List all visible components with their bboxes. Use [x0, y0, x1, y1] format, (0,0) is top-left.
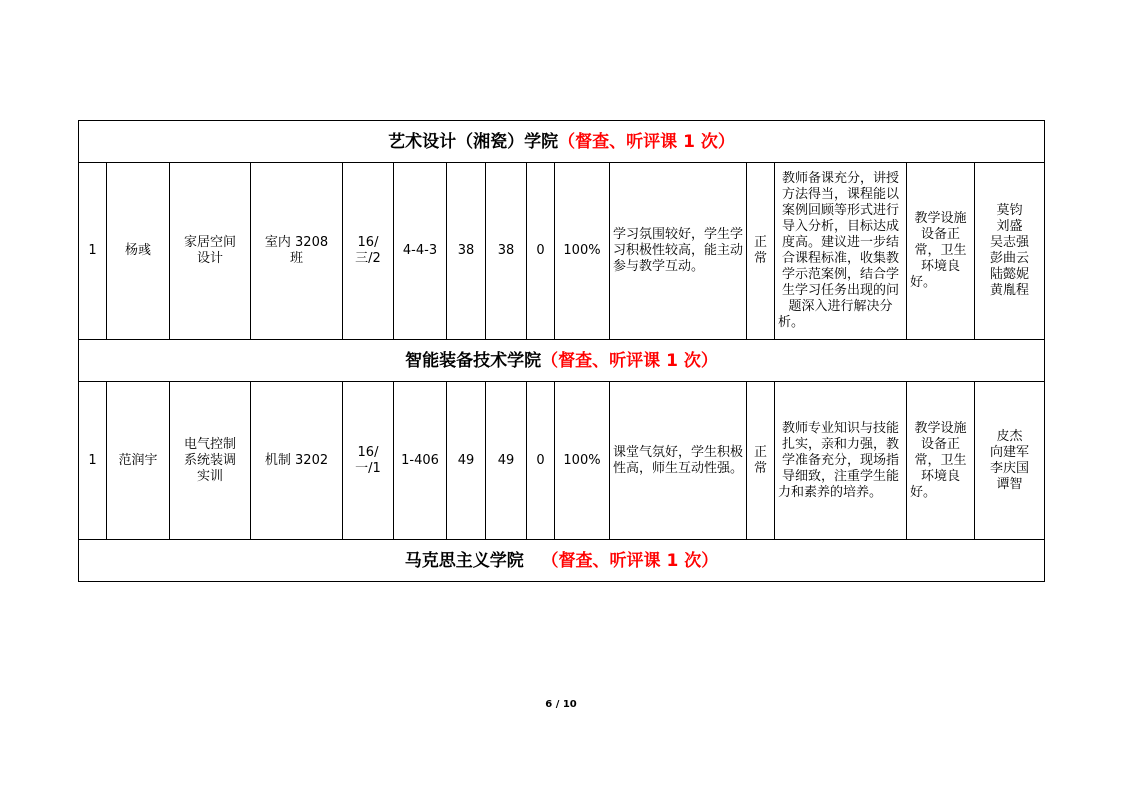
section-note: （督查、听评课 1 次） — [558, 131, 735, 152]
classroom: 4-4-3 — [394, 163, 447, 340]
college-name: 马克思主义学院 — [404, 550, 524, 571]
teaching-evaluation: 教师专业知识与技能扎实，亲和力强，教学准备充分，现场指导细致，注重学生能力和素养的培养。 — [775, 382, 907, 540]
attendance-rate: 100% — [555, 382, 610, 540]
class-name — [251, 163, 343, 340]
present-count: 49 — [486, 382, 527, 540]
section-header-row — [79, 540, 1045, 582]
inspectors-list: 莫钧 刘盛 吴志强 彭曲云 陆懿妮 黄胤程 — [989, 203, 1029, 298]
absent-count: 0 — [527, 163, 555, 340]
student-evaluation: 学习氛围较好，学生学习积极性较高，能主动参与教学互动。 — [610, 163, 747, 340]
week-slot-text: 16/三/2 — [355, 235, 381, 266]
present-count: 38 — [486, 163, 527, 340]
classroom: 1-406 — [394, 382, 447, 540]
week-slot-text: 16/一/1 — [355, 444, 381, 476]
page-number: 6 / 10 — [545, 699, 577, 710]
section-note: （督查、听评课 1 次） — [541, 550, 719, 571]
inspectors — [975, 163, 1045, 340]
section-header-row — [79, 340, 1045, 382]
order-status-text: 正常 — [753, 235, 767, 266]
college-name: 智能装备技术学院 — [405, 350, 542, 371]
facility-status: 教学设施设备正常，卫生环境良好。 — [907, 163, 975, 340]
enrolled-count: 38 — [447, 163, 486, 340]
order-status-text: 正常 — [753, 444, 767, 476]
facility-status: 教学设施设备正常，卫生环境良好。 — [907, 382, 975, 540]
week-slot — [343, 163, 394, 340]
college-name: 艺术设计（湘瓷）学院 — [388, 131, 559, 152]
section-title-cell — [79, 540, 1045, 582]
teacher-name: 杨彧 — [107, 163, 170, 340]
class-name: 机制 3202 — [251, 382, 343, 540]
table-row — [79, 382, 1045, 540]
week-slot — [343, 382, 394, 540]
section-title-cell — [79, 340, 1045, 382]
attendance-rate: 100% — [555, 163, 610, 340]
enrolled-count: 49 — [447, 382, 486, 540]
course-name-text: 电气控制系统装调实训 — [183, 436, 236, 484]
teaching-evaluation: 教师备课充分，讲授方法得当，课程能以案例回顾等形式进行导入分析，目标达成度高。建议进一步结合课程标准，收集教学示范案例，结合学生学习任务出现的问题深入进行解决分析。 — [775, 163, 907, 340]
inspection-table — [78, 120, 1045, 582]
row-number: 1 — [79, 163, 107, 340]
absent-count: 0 — [527, 382, 555, 540]
inspectors — [975, 382, 1045, 540]
class-name-text: 室内 3208 班 — [264, 235, 329, 266]
inspectors-list: 皮杰 向建军 李庆国 谭智 — [989, 428, 1029, 492]
section-note: （督查、听评课 1 次） — [541, 350, 718, 371]
course-name — [170, 382, 251, 540]
course-name-text: 家居空间设计 — [183, 235, 236, 266]
student-evaluation: 课堂气氛好，学生积极性高，师生互动性强。 — [610, 382, 747, 540]
row-number: 1 — [79, 382, 107, 540]
order-status — [747, 163, 775, 340]
teacher-name: 范润宇 — [107, 382, 170, 540]
course-name — [170, 163, 251, 340]
section-header-row — [79, 121, 1045, 163]
section-title-cell — [79, 121, 1045, 163]
table-row — [79, 163, 1045, 340]
order-status — [747, 382, 775, 540]
